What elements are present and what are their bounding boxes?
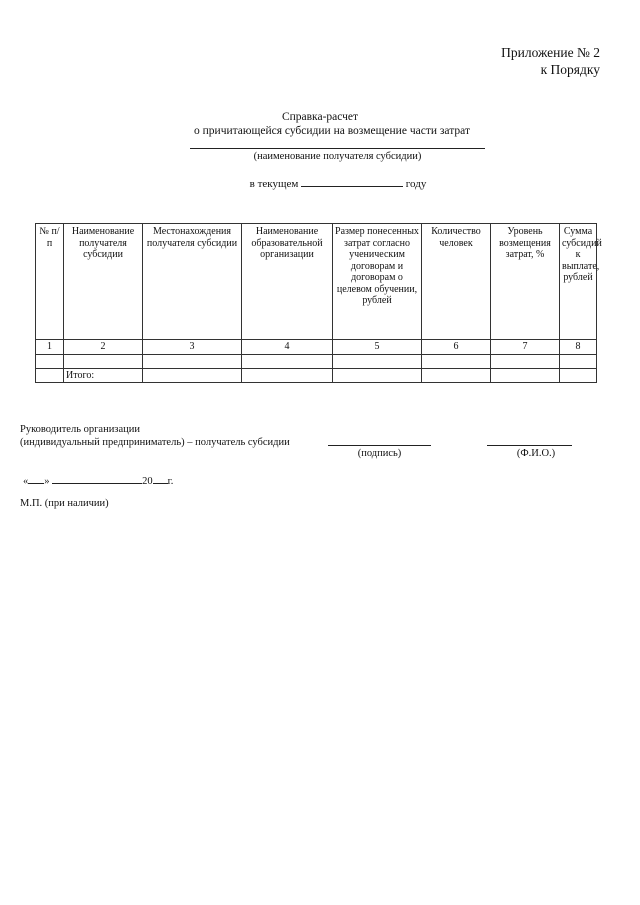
- col-header-costs: Размер понесенных затрат согласно ученическим договорам и договорам о целевом обучении, рублей: [333, 224, 422, 340]
- table-cell: [333, 354, 422, 368]
- table-cell: [422, 354, 491, 368]
- col-header-location: Местонахождения получателя субсидии: [143, 224, 242, 340]
- col-number-7: 7: [491, 340, 560, 355]
- table-cell: [422, 368, 491, 383]
- calculation-table: [35, 223, 602, 383]
- recipient-name-blank: [190, 148, 485, 149]
- table-row: [36, 354, 597, 368]
- table-cell: [64, 354, 143, 368]
- stamp-label: М.П. (при наличии): [20, 498, 109, 509]
- col-number-1: 1: [36, 340, 64, 355]
- appendix-label: [501, 44, 600, 78]
- signature-label: [20, 423, 290, 449]
- col-number-4: 4: [242, 340, 333, 355]
- table-cell: [143, 368, 242, 383]
- recipient-caption: (наименование получателя субсидии): [253, 151, 422, 162]
- table-cell: [560, 368, 597, 383]
- signature-caption: (подпись): [357, 448, 402, 459]
- document-title: [0, 110, 640, 138]
- table-cell: [36, 354, 64, 368]
- table-cell: [491, 368, 560, 383]
- signature-blank: [328, 445, 431, 446]
- col-header-people: Количество человек: [422, 224, 491, 340]
- table-header-row: [36, 224, 597, 340]
- title-subtitle: о причитающейся субсидии на возмещение части затрат: [194, 125, 470, 137]
- table-cell: [333, 368, 422, 383]
- signature-line-1: Руководитель организации: [20, 424, 140, 435]
- signature-line-2: (индивидуальный предприниматель) – получатель субсидии: [20, 437, 290, 448]
- col-header-number: № п/п: [36, 224, 64, 340]
- appendix-number: Приложение № 2: [501, 45, 600, 60]
- month-blank: [52, 473, 142, 484]
- year-line: [18, 176, 640, 190]
- col-header-organization: Наименование образовательной организации: [242, 224, 333, 340]
- appendix-reference: к Порядку: [540, 62, 600, 77]
- table-cell: [36, 368, 64, 383]
- full-name-caption: (Ф.И.О.): [516, 448, 556, 459]
- title-main: Справка-расчет: [281, 111, 359, 123]
- date-close-quote: »: [44, 476, 50, 487]
- year-blank: [301, 176, 403, 187]
- col-header-sum: Сумма субсидий к выплате, рублей: [560, 224, 597, 340]
- year-suffix-text: г.: [167, 476, 174, 487]
- col-header-recipient: Наименование получателя субсидии: [64, 224, 143, 340]
- table-number-row: [36, 340, 597, 355]
- table-cell: [242, 354, 333, 368]
- col-number-5: 5: [333, 340, 422, 355]
- table-total-row: [36, 368, 597, 383]
- day-blank: [28, 473, 44, 484]
- year-prefix-text: 20: [142, 476, 153, 487]
- total-label: Итого:: [64, 368, 143, 383]
- year-digits-blank: [153, 473, 168, 484]
- date-open-quote: «: [23, 476, 29, 487]
- table-cell: [491, 354, 560, 368]
- col-number-3: 3: [143, 340, 242, 355]
- year-suffix: году: [405, 178, 427, 190]
- date-line: [23, 473, 173, 487]
- col-number-8: 8: [560, 340, 597, 355]
- col-number-2: 2: [64, 340, 143, 355]
- table-cell: [560, 354, 597, 368]
- year-prefix: в текущем: [249, 178, 299, 190]
- col-header-rate: Уровень возмещения затрат, %: [491, 224, 560, 340]
- table-cell: [242, 368, 333, 383]
- col-number-6: 6: [422, 340, 491, 355]
- full-name-blank: [487, 445, 572, 446]
- table-cell: [143, 354, 242, 368]
